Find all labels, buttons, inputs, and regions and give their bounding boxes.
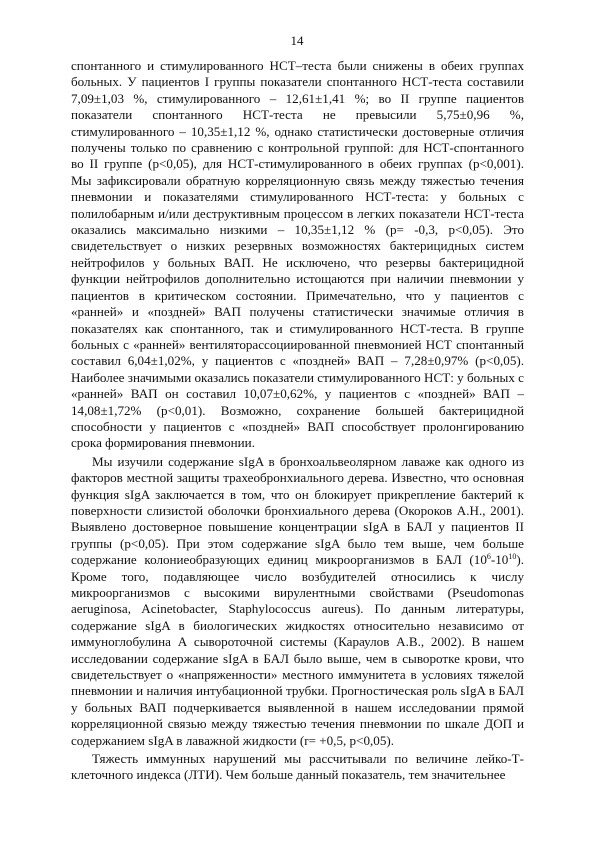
superscript-exponent: 6 (486, 552, 491, 562)
page-number: 14 (290, 33, 304, 48)
body-paragraph (71, 454, 524, 749)
text-run: спонтанного и стимулированного НСТ–теста были снижены в обеих группах больных. У пациентов I группы показатели спонтанного НСТ-теста составили 7,09±1,03 %, стимулированного – 12,61±1,41 %; во II группе пациентов показатели спонтанного НСТ-теста не превысили 5,75±0,96 %, стимулированного – 10,35±1,12 %, однако статистически достоверные отличия получены только по сравнению с контрольной группой: для НСТ-спонтанного во II группе (р<0,05), для НСТ-стимулированного в обеих группах (р<0,001). Мы зафиксировали обратную корреляционную связь между тяжестью течения пневмонии и показателями стимулированного НСТ-теста: у больных с полилобарным и/или деструктивным процессом в легких показатели НСТ-теста оказались максимально низкими – 10,35±1,12 % (р= -0,3, р<0,05). Это свидетельствует о низких резервных возможностях бактерицидных систем нейтрофилов у больных ВАП. Не исключено, что резервы бактерицидной функции нейтрофилов дополнительно истощаются при наличии пневмонии у пациентов в критическом состоянии. Примечательно, что у пациентов с «ранней» и «поздней» ВАП получены статистически значимые отличия в показателях как спонтанного, так и стимулированного НСТ-теста. В группе больных с «ранней» вентиляторассоциированной пневмонией НСТ спонтанный составил 6,04±1,02%, у пациентов с «поздней» ВАП – 7,28±0,97% (р<0,05). Наиболее значимыми оказались показатели стимулированного НСТ: у больных с «ранней» ВАП он составил 10,07±0,62%, у пациентов с «поздней» ВАП – 14,08±1,72% (р<0,01). Возможно, сохранение большей бактерицидной способности у пациентов с «поздней» ВАП способствует пролонгированию срока формирования пневмонии. (71, 58, 524, 451)
body-paragraph (71, 751, 524, 784)
body-paragraph (71, 58, 524, 452)
superscript-exponent: 10 (508, 552, 517, 562)
text-run: -10 (490, 552, 509, 568)
text-run: ). Кроме того, подавляющее число возбудителей относились к числу микроорганизмов с высокими вирулентными свойствами (Pseudomonas aeruginosa, Acinetobacter, Staphylococcus aureus). По данным литературы, содержание sIgA в биологических жидкостях относительно независимо от иммуноглобулина А сывороточной системы (Караулов А.В., 2002). В нашем исследовании содержание sIgA в БАЛ было выше, чем в сыворотке крови, что свидетельствует о «напряженности» местного иммунитета в условиях тяжелой пневмонии и наличия интубационной трубки. Прогностическая роль sIgA в БАЛ у больных ВАП подчеркивается выявленной в нашем исследовании прямой корреляционной связью между тяжестью течения пневмонии по шкале ДОП и содержанием sIgA в лаважной жидкости (r= +0,5, р<0,05). (71, 552, 524, 748)
body-text (71, 58, 524, 784)
text-run: Мы изучили содержание sIgA в бронхоальвеолярном лаваже как одного из факторов местной защиты трахеобронхиального дерева. Известно, что основная функция sIgA заключается в том, что он блокирует прикрепление бактерий к поверхности слизистой оболочки бронхиального дерева (Окороков А.Н., 2001). Выявлено достоверное повышение концентрации sIgA в БАЛ у пациентов II группы (р<0,05). При этом содержание sIgA было тем выше, чем больше содержание колониеобразующих единиц микроорганизмов в БАЛ (10 (71, 453, 524, 568)
text-run: Тяжесть иммунных нарушений мы рассчитывали по величине лейко-Т-клеточного индекса (ЛТИ). Чем больше данный показатель, тем значительнее (71, 751, 524, 783)
